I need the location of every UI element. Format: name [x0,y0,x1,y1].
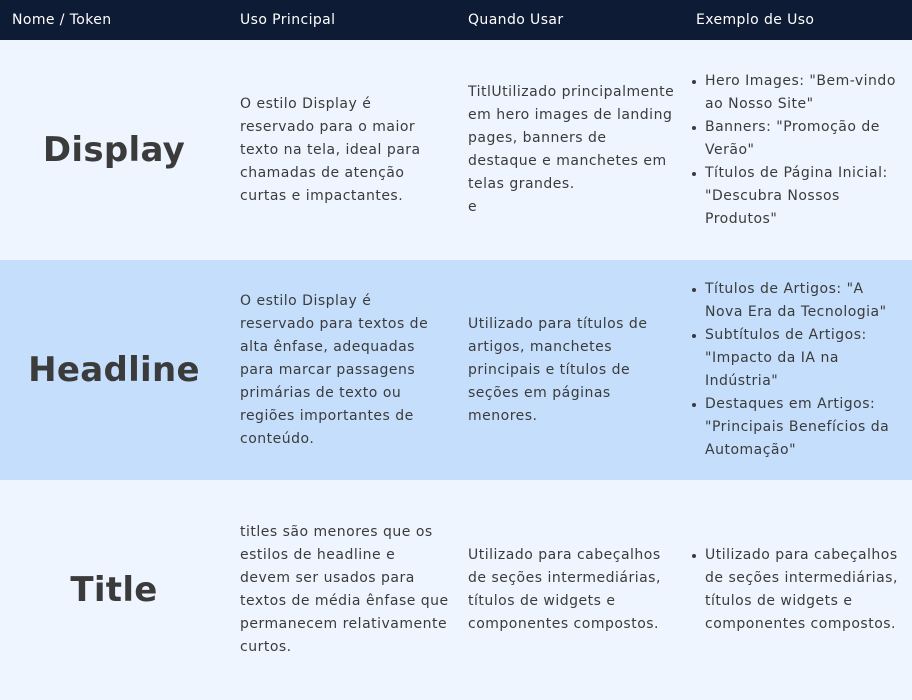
usage-examples [684,544,912,636]
when-to-use-text: Utilizado para cabeçalhos de seções intermediárias, títulos de widgets e componentes compostos. [468,547,661,632]
table-row-headline [0,260,912,480]
examples-list [689,278,906,462]
list-item: Utilizado para cabeçalhos de seções intermediárias, títulos de widgets e componentes compostos. [689,544,906,636]
list-item: Destaques em Artigos: "Principais Benefícios da Automação" [689,393,906,462]
examples-list [689,544,906,636]
table-row-title [0,480,912,700]
usage-examples [684,278,912,462]
when-to-use-extra: e [468,199,478,215]
when-to-use-text [456,81,684,219]
token-name: Display [42,130,186,170]
when-to-use-text: Utilizado para títulos de artigos, manchetes principais e títulos de seções em páginas menores. [468,315,648,424]
header-usage-example: Exemplo de Uso [696,12,815,28]
usage-examples [684,70,912,231]
main-usage-text: O estilo Display é reservado para o maior texto na tela, ideal para chamadas de atenção curtas e impactantes. [240,95,421,204]
list-item: Subtítulos de Artigos: "Impacto da IA na Indústria" [689,324,906,393]
header-when-to-use: Quando Usar [468,12,564,28]
list-item: Títulos de Artigos: "A Nova Era da Tecnologia" [689,278,906,324]
list-item: Hero Images: "Bem-vindo ao Nosso Site" [689,70,906,116]
header-name-token: Nome / Token [12,12,112,28]
list-item: Banners: "Promoção de Verão" [689,116,906,162]
header-main-usage: Uso Principal [240,12,336,28]
when-to-use-main: TitlUtilizado principalmente em hero images de landing pages, banners de destaque e manchetes em telas grandes. [468,84,675,192]
token-name: Title [70,570,158,610]
table-header [0,0,912,40]
token-name: Headline [28,350,200,390]
table-row-display [0,40,912,260]
main-usage-text: O estilo Display é reservado para textos de alta ênfase, adequadas para marcar passagens primárias de texto ou regiões importantes de conteúdo. [240,292,429,447]
main-usage-text: titles são menores que os estilos de headline e devem ser usados para textos de média ênfase que permanecem relativamente curtos. [240,524,449,655]
list-item: Títulos de Página Inicial: "Descubra Nossos Produtos" [689,162,906,231]
examples-list [689,70,906,231]
